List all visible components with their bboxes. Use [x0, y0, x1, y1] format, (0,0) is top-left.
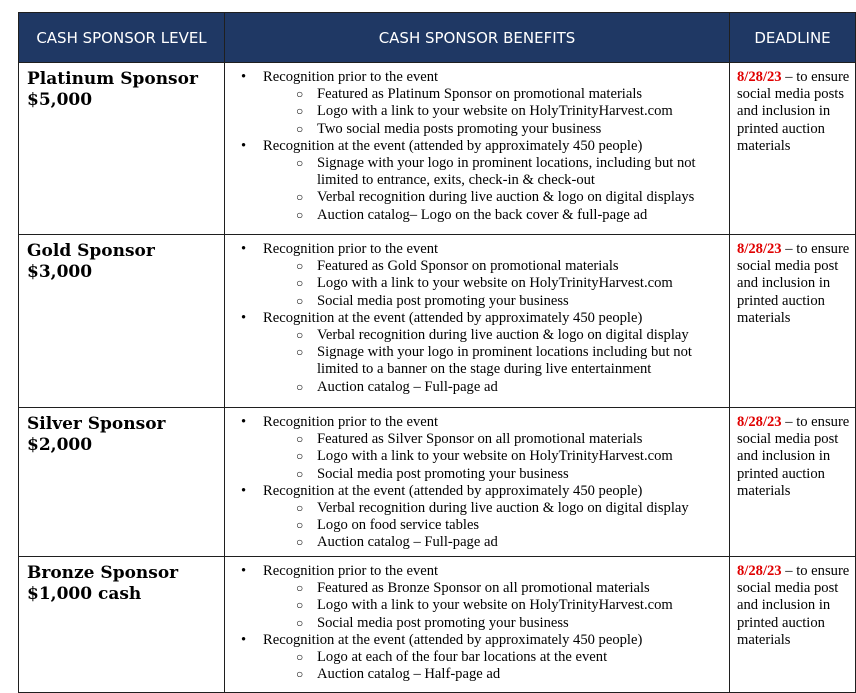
circle-bullet-icon: ○ — [296, 259, 304, 274]
sponsor-level-cell — [19, 408, 225, 557]
benefit-subitem — [263, 86, 725, 103]
benefit-subitem — [263, 327, 725, 344]
benefit-subitem — [263, 615, 725, 632]
benefit-subitem-text: Two social media posts promoting your business — [317, 120, 602, 137]
deadline-note: – to ensure social media post and inclusion in printed auction materials — [737, 414, 850, 499]
benefit-subitem-text: Auction catalog – Full-page ad — [317, 378, 498, 395]
deadline-cell — [730, 235, 856, 408]
sponsor-benefits-cell — [225, 235, 730, 408]
circle-bullet-icon: ○ — [296, 328, 304, 343]
benefit-subitem-text: Logo with a link to your website on HolyTrinityHarvest.com — [317, 275, 673, 292]
benefit-subitem-text: Logo with a link to your website on HolyTrinityHarvest.com — [317, 597, 673, 614]
benefit-subitem-text: Verbal recognition during live auction & logo on digital displays — [317, 189, 695, 206]
benefit-sublist — [263, 500, 725, 552]
benefit-subitem-text: Featured as Silver Sponsor on all promotional materials — [317, 431, 643, 448]
benefit-subitem-text: Signage with your logo in prominent locations including but not limited to a banner on the stage during live entertainment — [317, 344, 692, 378]
circle-bullet-icon: ○ — [296, 449, 304, 464]
benefits-list — [235, 241, 725, 396]
benefit-sublist — [263, 86, 725, 138]
benefits-list — [235, 69, 725, 224]
sponsor-level-price: $2,000 — [27, 435, 93, 455]
benefit-subitem-text: Social media post promoting your business — [317, 465, 569, 482]
circle-bullet-icon: ○ — [296, 190, 304, 205]
benefit-subitem-text: Signage with your logo in prominent locations, including but not limited to entrance, exits, check-in & check-out — [317, 155, 696, 189]
deadline-note: – to ensure social media post and inclusion in printed auction materials — [737, 563, 850, 648]
sponsor-level-cell — [19, 63, 225, 235]
benefit-subitem — [263, 517, 725, 534]
benefit-subitem — [263, 344, 725, 378]
benefit-subitem — [263, 293, 725, 310]
circle-bullet-icon: ○ — [296, 121, 304, 136]
circle-bullet-icon: ○ — [296, 379, 304, 394]
deadline-date: 8/28/23 — [737, 69, 782, 85]
benefit-subitem-text: Social media post promoting your business — [317, 614, 569, 631]
circle-bullet-icon: ○ — [296, 345, 304, 360]
sponsor-table — [18, 12, 856, 693]
sponsor-level-name: Bronze Sponsor — [27, 563, 179, 583]
header-deadline: DEADLINE — [730, 13, 856, 63]
benefit-item — [235, 69, 725, 138]
benefit-subitem-text: Verbal recognition during live auction & logo on digital display — [317, 500, 689, 517]
benefit-item — [235, 563, 725, 632]
benefit-subitem — [263, 189, 725, 206]
benefit-item — [235, 483, 725, 552]
deadline-cell — [730, 63, 856, 235]
deadline-date: 8/28/23 — [737, 563, 782, 579]
sponsor-row — [19, 235, 856, 408]
circle-bullet-icon: ○ — [296, 598, 304, 613]
benefit-text: Recognition prior to the event — [263, 69, 439, 85]
benefit-subitem — [263, 448, 725, 465]
sponsor-level-price: $3,000 — [27, 262, 93, 282]
benefit-subitem — [263, 103, 725, 120]
benefit-subitem-text: Featured as Bronze Sponsor on all promotional materials — [317, 580, 650, 597]
deadline-date: 8/28/23 — [737, 241, 782, 257]
benefit-sublist — [263, 431, 725, 483]
benefit-subitem-text: Featured as Gold Sponsor on promotional materials — [317, 258, 619, 275]
benefit-subitem — [263, 666, 725, 683]
circle-bullet-icon: ○ — [296, 535, 304, 550]
benefit-subitem-text: Logo at each of the four bar locations at the event — [317, 649, 608, 666]
benefit-item — [235, 632, 725, 684]
sponsor-level-name: Platinum Sponsor — [27, 69, 198, 89]
benefit-subitem — [263, 534, 725, 551]
deadline-date: 8/28/23 — [737, 414, 782, 430]
benefit-subitem-text: Logo with a link to your website on HolyTrinityHarvest.com — [317, 448, 673, 465]
benefit-subitem-text: Featured as Platinum Sponsor on promotional materials — [317, 86, 643, 103]
circle-bullet-icon: ○ — [296, 156, 304, 171]
benefit-sublist — [263, 580, 725, 632]
benefit-subitem-text: Verbal recognition during live auction & logo on digital display — [317, 327, 689, 344]
sponsor-level-price: $1,000 cash — [27, 584, 142, 604]
sponsor-row — [19, 63, 856, 235]
sponsor-level-price: $5,000 — [27, 90, 93, 110]
circle-bullet-icon: ○ — [296, 104, 304, 119]
benefits-list — [235, 414, 725, 552]
benefit-subitem — [263, 155, 725, 189]
circle-bullet-icon: ○ — [296, 87, 304, 102]
sponsor-row — [19, 557, 856, 693]
sponsor-level-cell — [19, 235, 225, 408]
deadline-note: – to ensure social media post and inclusion in printed auction materials — [737, 241, 850, 326]
circle-bullet-icon: ○ — [296, 466, 304, 481]
benefit-sublist — [263, 258, 725, 310]
benefit-text: Recognition at the event (attended by approximately 450 people) — [263, 482, 643, 499]
circle-bullet-icon: ○ — [296, 518, 304, 533]
deadline-note: – to ensure social media posts and inclusion in printed auction materials — [737, 69, 850, 154]
bullet-icon: • — [241, 309, 247, 326]
circle-bullet-icon: ○ — [296, 667, 304, 682]
benefit-subitem — [263, 500, 725, 517]
benefit-subitem-text: Auction catalog – Half-page ad — [317, 666, 501, 683]
circle-bullet-icon: ○ — [296, 432, 304, 447]
benefit-sublist — [263, 327, 725, 396]
benefit-subitem-text: Social media post promoting your business — [317, 292, 569, 309]
deadline-cell — [730, 408, 856, 557]
circle-bullet-icon: ○ — [296, 581, 304, 596]
circle-bullet-icon: ○ — [296, 293, 304, 308]
benefit-text: Recognition at the event (attended by approximately 450 people) — [263, 631, 643, 648]
benefits-list — [235, 563, 725, 683]
sponsor-row — [19, 408, 856, 557]
benefit-subitem — [263, 649, 725, 666]
benefit-subitem — [263, 379, 725, 396]
benefit-subitem-text: Auction catalog – Full-page ad — [317, 534, 498, 551]
header-level: CASH SPONSOR LEVEL — [19, 13, 225, 63]
benefit-subitem — [263, 275, 725, 292]
bullet-icon: • — [241, 414, 247, 430]
benefit-sublist — [263, 649, 725, 683]
benefit-sublist — [263, 155, 725, 224]
benefit-text: Recognition prior to the event — [263, 414, 439, 430]
sponsor-benefits-cell — [225, 557, 730, 693]
benefit-text: Recognition prior to the event — [263, 241, 439, 257]
bullet-icon: • — [241, 482, 247, 499]
benefit-subitem-text: Logo with a link to your website on HolyTrinityHarvest.com — [317, 103, 673, 120]
benefit-subitem — [263, 431, 725, 448]
benefit-subitem — [263, 207, 725, 224]
circle-bullet-icon: ○ — [296, 650, 304, 665]
bullet-icon: • — [241, 241, 247, 257]
benefit-subitem-text: Auction catalog– Logo on the back cover & full-page ad — [317, 206, 648, 223]
header-benefits: CASH SPONSOR BENEFITS — [225, 13, 730, 63]
sponsor-level-name: Silver Sponsor — [27, 414, 166, 434]
sponsor-level-cell — [19, 557, 225, 693]
benefit-subitem-text: Logo on food service tables — [317, 517, 480, 534]
header-row — [19, 13, 856, 63]
sponsor-benefits-cell — [225, 408, 730, 557]
bullet-icon: • — [241, 631, 247, 648]
sponsor-level-name: Gold Sponsor — [27, 241, 155, 261]
circle-bullet-icon: ○ — [296, 276, 304, 291]
deadline-cell — [730, 557, 856, 693]
circle-bullet-icon: ○ — [296, 501, 304, 516]
benefit-text: Recognition at the event (attended by approximately 450 people) — [263, 309, 643, 326]
bullet-icon: • — [241, 563, 247, 579]
benefit-item — [235, 414, 725, 483]
benefit-item — [235, 310, 725, 396]
benefit-subitem — [263, 466, 725, 483]
benefit-subitem — [263, 258, 725, 275]
benefit-text: Recognition at the event (attended by approximately 450 people) — [263, 137, 643, 154]
benefit-subitem — [263, 121, 725, 138]
bullet-icon: • — [241, 69, 247, 85]
sponsor-benefits-cell — [225, 63, 730, 235]
benefit-item — [235, 138, 725, 224]
benefit-subitem — [263, 580, 725, 597]
bullet-icon: • — [241, 137, 247, 154]
benefit-item — [235, 241, 725, 310]
benefit-text: Recognition prior to the event — [263, 563, 439, 579]
circle-bullet-icon: ○ — [296, 615, 304, 630]
circle-bullet-icon: ○ — [296, 207, 304, 222]
benefit-subitem — [263, 597, 725, 614]
